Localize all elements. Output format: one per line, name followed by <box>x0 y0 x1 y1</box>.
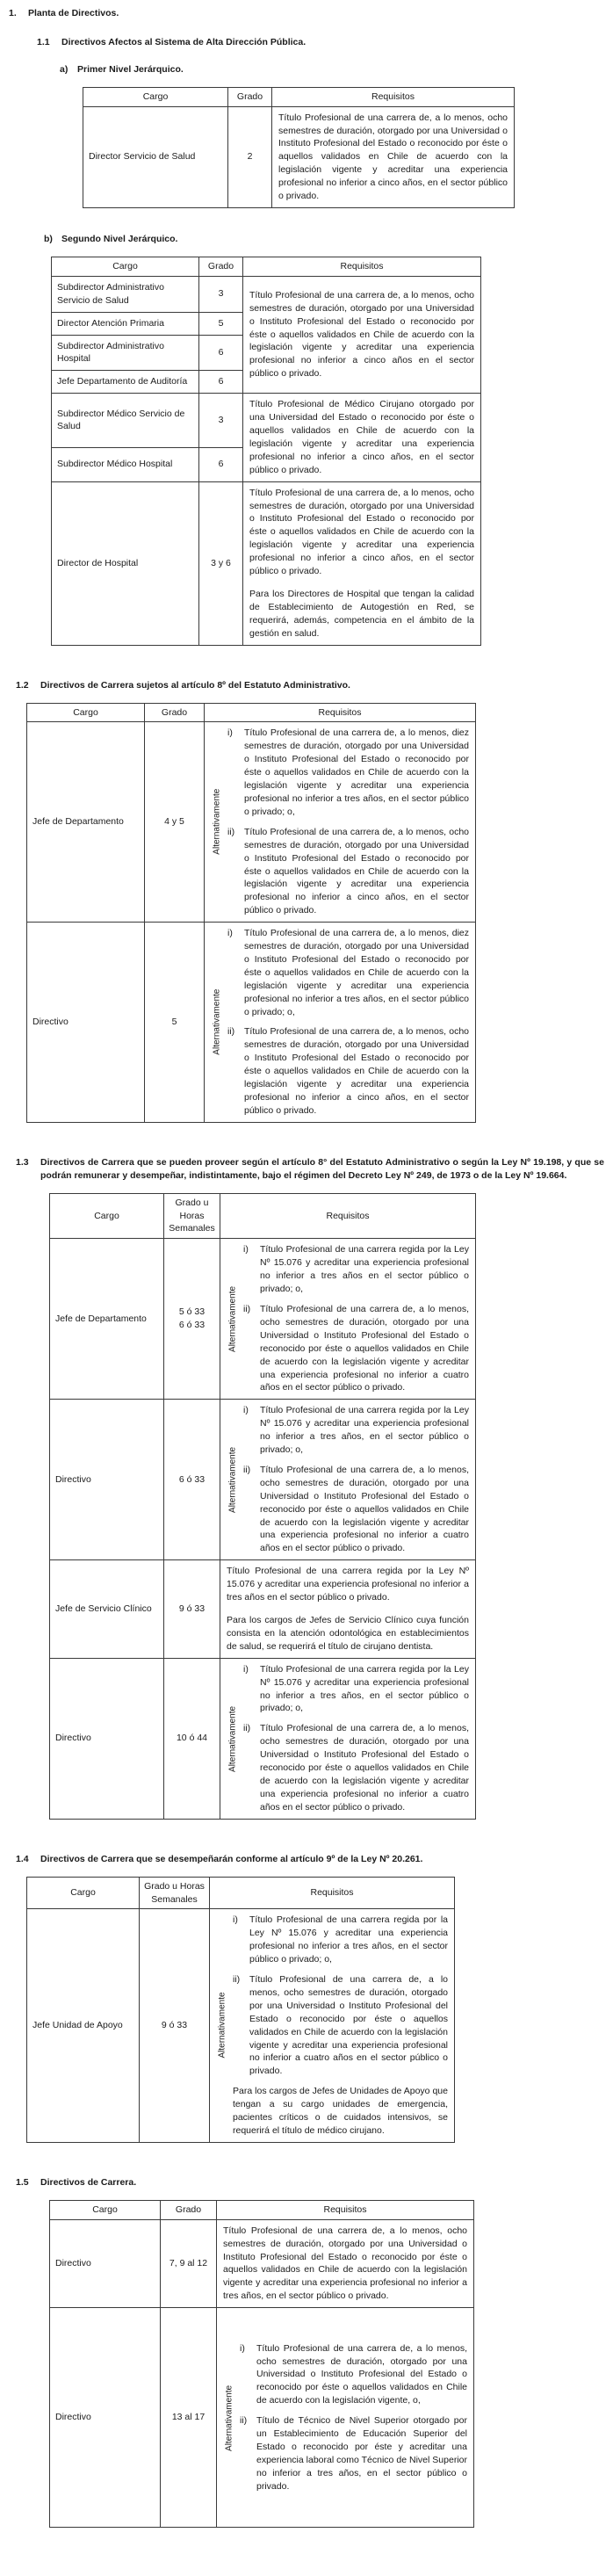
requisitos-cell <box>205 722 476 923</box>
table-header-row <box>83 87 515 106</box>
table-directivos-dl-249-ley-19664 <box>49 1193 476 1820</box>
column-header-cargo: Cargo <box>83 87 228 106</box>
table-segundo-nivel-jerarquico <box>51 257 481 646</box>
cargo-cell: Directivo <box>50 1400 164 1560</box>
column-header-requisitos: Requisitos <box>205 703 476 722</box>
requisitos-alternatives <box>227 1243 469 1394</box>
req-item-marker: i) <box>240 2342 245 2354</box>
req-item-text: Título Profesional de una carrera de, a lo menos, diez semestres de duración, otorgado por una Universidad o Instituto Profesional del Estado o reconocido por éste o aquellos validados en Chile de acuerdo con la legislación vigente y acreditar una experiencia profesional no inferior a tres años, en el sector público o privado; o, <box>244 928 469 1017</box>
grado-cell: 6 <box>199 371 243 394</box>
section-1-5-heading <box>16 2176 604 2189</box>
subsection-b-number: b) <box>44 233 53 244</box>
req-item-marker: ii) <box>227 1026 235 1038</box>
cargo-cell: Subdirector Administrativo Servicio de Salud <box>52 276 199 312</box>
section-1-3-text: Directivos de Carrera que se pueden proveer según el artículo 8° del Estatuto Administrativo o según la Ley Nº 19.198, y que se podrán remunerar y desempeñar, indistintamente, bajo el régimen del Decreto Ley Nº 249, de 1973 o de la Ley Nº 19.664. <box>40 1156 604 1181</box>
section-1-4-heading <box>16 1853 604 1866</box>
table-header-row <box>27 1877 455 1909</box>
cargo-cell: Subdirector Médico Servicio de Salud <box>52 394 199 447</box>
column-header-grado-u-horas: Grado u Horas Semanales <box>164 1193 220 1239</box>
column-header-requisitos: Requisitos <box>217 2200 474 2219</box>
requisito-text: Para los cargos de Jefes de Servicio Clínico cuya función consista en la atención odontológica en establecimientos de salud, se requerirá el título de cirujano dentista. <box>227 1615 469 1652</box>
column-header-requisitos: Requisitos <box>243 257 481 276</box>
req-item-text: Título Profesional de una carrera de, a lo menos, diez semestres de duración, otorgado por una Universidad o Instituto Profesional del Estado o reconocido por éste o aquellos validados en Chile de acuerdo con la legislación vigente y acreditar una experiencia profesional no inferior a tres años, en el sector público o privado; o, <box>244 727 469 817</box>
req-items <box>229 1914 448 2138</box>
cargo-cell: Jefe de Departamento <box>27 722 145 923</box>
section-1-3-heading <box>16 1156 604 1183</box>
requisitos-cell <box>217 2308 474 2528</box>
req-items <box>224 927 469 1118</box>
table-header-row <box>50 2200 474 2219</box>
grado-cell: 7, 9 al 12 <box>161 2219 217 2307</box>
column-header-requisitos: Requisitos <box>272 87 515 106</box>
req-item-text: Título Profesional de una carrera regida por la Ley Nº 15.076 y acreditar una experiencia profesional no inferior a tres años, en el sector público o privado; o, <box>260 1405 469 1456</box>
cargo-cell: Director de Hospital <box>52 481 199 645</box>
req-items <box>240 1663 469 1814</box>
req-item-marker: i) <box>227 928 233 939</box>
alternativamente-label: Alternativamente <box>212 988 222 1055</box>
req-item-marker: i) <box>233 1914 238 1926</box>
section-1-5-number: 1.5 <box>16 2176 29 2188</box>
section-1-3-number: 1.3 <box>16 1156 29 1168</box>
grado-cell: 6 <box>199 447 243 481</box>
table-row <box>50 1239 476 1400</box>
req-item-marker: i) <box>243 1405 249 1416</box>
req-item-marker: ii) <box>243 1303 251 1314</box>
table-row <box>50 2219 474 2307</box>
alternativamente-label: Alternativamente <box>217 1993 227 2059</box>
req-item-text: Título Profesional de una carrera de, a lo menos, ocho semestres de duración, otorgado por una Universidad o Instituto Profesional del Estado o reconocido por éste o aquellos validados en Chile de acuerdo con la legislación vigente y acreditar una experiencia profesional no inferior a cuatro años en el sector público o privado. <box>249 1974 448 2077</box>
doc-title-text: Planta de Directivos. <box>28 8 119 18</box>
requisitos-alternatives <box>211 927 469 1118</box>
grado-cell: 13 al 17 <box>161 2308 217 2528</box>
req-item-text: Título Profesional de una carrera regida por la Ley Nº 15.076 y acreditar una experiencia profesional no inferior a tres años, en el sector público o privado; o, <box>249 1914 448 1965</box>
req-item-marker: ii) <box>243 1723 251 1734</box>
req-items <box>236 2342 467 2493</box>
column-header-grado: Grado <box>161 2200 217 2219</box>
alternativamente-label: Alternativamente <box>212 789 222 856</box>
grado-cell: 4 y 5 <box>145 722 205 923</box>
req-item-ii <box>240 2414 467 2493</box>
requisito-text: Para los Directores de Hospital que tengan la calidad de Establecimiento de Autogestión en Red, se requerirá, además, competencia en el ámbito de la gestión en salud. <box>249 589 474 639</box>
table-header-row <box>50 1193 476 1239</box>
requisitos-alternatives <box>227 1663 469 1814</box>
grado-cell: 9 ó 33 <box>164 1560 220 1658</box>
req-item-text: Título Profesional de una carrera de, a lo menos, ocho semestres de duración, otorgado por una Universidad o Instituto Profesional del Estado o reconocido por éste o aquellos validados en Chile de acuerdo con la legislación vigente y acreditar una experiencia profesional no inferior a cinco años, en el sector público o privado. <box>244 1026 469 1116</box>
section-1-4-number: 1.4 <box>16 1853 29 1864</box>
table-row <box>50 2308 474 2528</box>
table-row <box>50 1658 476 1819</box>
grado-cell: 2 <box>228 106 272 207</box>
section-1-1-heading <box>37 36 604 49</box>
req-item-text: Título Profesional de una carrera regida por la Ley Nº 15.076 y acreditar una experiencia profesional no inferior a tres años, en el sector público o privado; o, <box>260 1663 469 1714</box>
column-header-grado: Grado <box>145 703 205 722</box>
cargo-cell: Jefe de Departamento <box>50 1239 164 1400</box>
table-header-row <box>27 703 476 722</box>
req-items <box>240 1243 469 1394</box>
column-header-cargo: Cargo <box>27 703 145 722</box>
grado-cell: 3 <box>199 394 243 447</box>
requisitos-alternatives <box>211 727 469 917</box>
req-item-text: Título Profesional de una carrera de, a lo menos, ocho semestres de duración, otorgado por una Universidad o Instituto Profesional del Estado o reconocido por éste o aquellos validados en Chile de acuerdo con la legislación vigente y acreditar una experiencia profesional no inferior a cuatro años en el sector público o privado. <box>260 1464 469 1554</box>
requisitos-cell-group-1 <box>243 276 481 393</box>
cargo-cell: Directivo <box>50 2219 161 2307</box>
req-item-ii <box>227 826 469 917</box>
req-item-marker: ii) <box>240 2415 248 2427</box>
grado-cell <box>164 1239 220 1400</box>
cargo-cell: Jefe Departamento de Auditoría <box>52 371 199 394</box>
req-item-i <box>227 927 469 1018</box>
req-item-text: Título Profesional de una carrera de, a lo menos, ocho semestres de duración, otorgado por una Universidad o Instituto Profesional del Estado o reconocido por éste o aquellos validados en Chile de acuerdo con la legislación vigente y acreditar una experiencia profesional no inferior a cuatro años en el sector público o privado. <box>260 1723 469 1813</box>
table-directivos-articulo-8 <box>26 703 476 1123</box>
cargo-cell: Subdirector Administrativo Hospital <box>52 335 199 371</box>
req-item-text: Título Profesional de una carrera de, a lo menos, ocho semestres de duración, otorgado por una Universidad o Instituto Profesional del Estado o reconocido por éste o aquellos validados en Chile de acuerdo con la legislación vigente y acreditar una experiencia profesional no inferior a cinco años, en el sector público o privado. <box>244 826 469 916</box>
alternativamente-label: Alternativamente <box>227 1705 238 1772</box>
section-1-2-text: Directivos de Carrera sujetos al artículo 8º del Estatuto Administrativo. <box>40 679 350 691</box>
subsection-b-heading <box>44 233 604 246</box>
table-header-row <box>52 257 481 276</box>
requisito-text: Título Profesional de una carrera de, a lo menos, ocho semestres de duración, otorgado por una Universidad o Instituto Profesional del Estado o reconocido por éste o aquellos validados en Chile de acuerdo con la legislación vigente y acreditar una experiencia profesional no inferior a tres años, en el sector público o privado. <box>223 2225 467 2302</box>
req-item-marker: i) <box>243 1244 249 1255</box>
cargo-cell: Directivo <box>50 1658 164 1819</box>
cargo-cell: Directivo <box>50 2308 161 2528</box>
column-header-requisitos: Requisitos <box>220 1193 476 1239</box>
column-header-grado: Grado <box>199 257 243 276</box>
alternativamente-label: Alternativamente <box>227 1446 238 1513</box>
requisito-text: Título Profesional de Médico Cirujano otorgado por una Universidad del Estado o reconocido por éste o aquellos validados en Chile de acuerdo con la legislación vigente y acreditar una experiencia profesional no inferior a cinco años, en el sector público o privado. <box>249 399 474 475</box>
req-item-marker: ii) <box>233 1974 241 1986</box>
requisito-extra-text: Para los cargos de Jefes de Unidades de Apoyo que tengan a su cargo unidades de emergencia, pacientes críticos o de cuidados intensivos, se requerirá el título de médico cirujano. <box>233 2086 448 2136</box>
requisitos-cell <box>220 1400 476 1560</box>
req-item-ii <box>227 1025 469 1117</box>
requisitos-cell <box>272 106 515 207</box>
column-header-cargo: Cargo <box>52 257 199 276</box>
column-header-cargo: Cargo <box>27 1877 140 1909</box>
req-item-i <box>227 727 469 818</box>
section-1-1-text: Directivos Afectos al Sistema de Alta Dirección Pública. <box>61 36 306 47</box>
cargo-cell: Director Atención Primaria <box>52 312 199 335</box>
req-item-ii <box>233 1973 448 2078</box>
table-row <box>27 1909 455 2143</box>
grado-cell: 3 <box>199 276 243 312</box>
requisitos-cell <box>217 2219 474 2307</box>
req-item-ii <box>243 1464 469 1555</box>
grado-cell: 5 <box>145 923 205 1123</box>
req-items <box>224 727 469 917</box>
section-1-2-number: 1.2 <box>16 679 29 691</box>
requisitos-alternatives <box>216 1914 448 2138</box>
req-item-i <box>243 1663 469 1716</box>
table-row <box>52 481 481 645</box>
column-header-grado-u-horas: Grado u Horas Semanales <box>140 1877 210 1909</box>
req-item-text: Título de Técnico de Nivel Superior otorgado por un Establecimiento de Educación Superior del Estado o reconocido por éste y acreditar una experiencia laboral como Técnico de Nivel Superior no inferior a tres años, en el sector público o privado. <box>256 2415 467 2492</box>
cargo-cell: Directivo <box>27 923 145 1123</box>
section-1-2-heading <box>16 679 604 692</box>
req-item-marker: i) <box>227 727 233 739</box>
requisitos-cell <box>205 923 476 1123</box>
cargo-cell: Jefe de Servicio Clínico <box>50 1560 164 1658</box>
subsection-a-number: a) <box>60 63 69 75</box>
table-row <box>52 276 481 312</box>
subsection-b-text: Segundo Nivel Jerárquico. <box>61 233 178 244</box>
req-items <box>240 1404 469 1555</box>
req-item-ii <box>243 1722 469 1813</box>
table-directivos-de-carrera <box>49 2200 474 2528</box>
req-item-marker: ii) <box>227 826 235 837</box>
alternativamente-label: Alternativamente <box>224 2384 234 2451</box>
req-item-text: Título Profesional de una carrera regida por la Ley Nº 15.076 y acreditar una experiencia profesional no inferior a tres años en el sector público o privado; o, <box>260 1244 469 1295</box>
req-item-i <box>243 1243 469 1296</box>
req-item-text: Título Profesional de una carrera de, a lo menos, ocho semestres de duración, otorgado por una Universidad o Instituto Profesional del Estado o reconocido por éste o aquellos validados en Chile de acuerdo con la legislación vigente, o, <box>256 2342 467 2406</box>
doc-title-number: 1. <box>9 8 17 18</box>
requisitos-cell-group-2 <box>243 394 481 481</box>
grado-line-1: 5 ó 33 <box>178 1306 206 1318</box>
grado-cell: 5 <box>199 312 243 335</box>
table-row <box>50 1560 476 1658</box>
doc-title <box>9 7 604 20</box>
table-row <box>83 106 515 207</box>
cargo-cell: Director Servicio de Salud <box>83 106 228 207</box>
cargo-cell: Subdirector Médico Hospital <box>52 447 199 481</box>
requisito-text: Título Profesional de una carrera de, a lo menos, ocho semestres de duración, otorgado por una Universidad o Instituto Profesional del Estado o reconocido por éste o aquellos validados en Chile de acuerdo con la legislación vigente y acreditar una experiencia profesional no inferior a cinco años, en el sector público o privado. <box>278 112 508 202</box>
req-item-marker: i) <box>243 1663 249 1675</box>
requisito-text: Título Profesional de una carrera regida por la Ley Nº 15.076 y acreditar una experiencia profesional no inferior a tres años en el sector público o privado. <box>227 1566 469 1603</box>
subsection-a-text: Primer Nivel Jerárquico. <box>77 63 184 75</box>
grado-line-2: 6 ó 33 <box>178 1320 206 1331</box>
column-header-cargo: Cargo <box>50 1193 164 1239</box>
requisitos-cell <box>220 1560 476 1658</box>
req-item-marker: ii) <box>243 1464 251 1475</box>
table-row <box>50 1400 476 1560</box>
grado-cell: 6 <box>199 335 243 371</box>
requisito-text: Título Profesional de una carrera de, a lo menos, ocho semestres de duración, otorgado por una Universidad o Instituto Profesional del Estado o reconocido por éste o aquellos validados en Chile de acuerdo con la legislación vigente y acreditar una experiencia profesional no inferior a cinco años en el sector público o privado. <box>249 289 474 380</box>
section-1-4-text: Directivos de Carrera que se desempeñarán conforme al artículo 9º de la Ley Nº 20.261. <box>40 1853 423 1864</box>
grado-cell: 3 y 6 <box>199 481 243 645</box>
grado-cell: 10 ó 44 <box>164 1658 220 1819</box>
table-directivos-ley-20261 <box>26 1877 455 2143</box>
table-row <box>52 394 481 447</box>
requisito-text: Título Profesional de una carrera de, a lo menos, ocho semestres de duración, otorgado por una Universidad o Instituto Profesional del Estado o reconocido por éste o aquellos validados en Chile de acuerdo con la legislación vigente y acreditar una experiencia profesional no inferior a cinco años, en el sector público o privado. <box>249 487 474 577</box>
subsection-a-heading <box>60 63 604 76</box>
requisitos-cell <box>220 1239 476 1400</box>
req-item-ii <box>243 1303 469 1394</box>
requisitos-cell <box>210 1909 455 2143</box>
req-item-i <box>243 1404 469 1457</box>
req-item-text: Título Profesional de una carrera de, a lo menos, ocho semestres de duración, otorgado por una Universidad o Instituto Profesional del Estado o reconocido por éste o aquellos validados en Chile de acuerdo con la legislación vigente y acreditar una experiencia profesional no inferior a cuatro años en el sector público o privado. <box>260 1303 469 1393</box>
table-row <box>27 722 476 923</box>
column-header-requisitos: Requisitos <box>210 1877 455 1909</box>
req-item-i <box>233 1914 448 1966</box>
alternativamente-label: Alternativamente <box>227 1285 238 1352</box>
section-1-1-number: 1.1 <box>37 36 50 47</box>
grado-cell: 6 ó 33 <box>164 1400 220 1560</box>
requisitos-cell <box>220 1658 476 1819</box>
cargo-cell: Jefe Unidad de Apoyo <box>27 1909 140 2143</box>
column-header-cargo: Cargo <box>50 2200 161 2219</box>
section-1-5-text: Directivos de Carrera. <box>40 2176 137 2188</box>
requisitos-cell <box>243 481 481 645</box>
grado-cell: 9 ó 33 <box>140 1909 210 2143</box>
requisitos-alternatives <box>227 1404 469 1555</box>
requisitos-alternatives <box>223 2342 467 2493</box>
table-row <box>27 923 476 1123</box>
column-header-grado: Grado <box>228 87 272 106</box>
table-primer-nivel-jerarquico <box>83 87 515 208</box>
req-item-i <box>240 2342 467 2408</box>
